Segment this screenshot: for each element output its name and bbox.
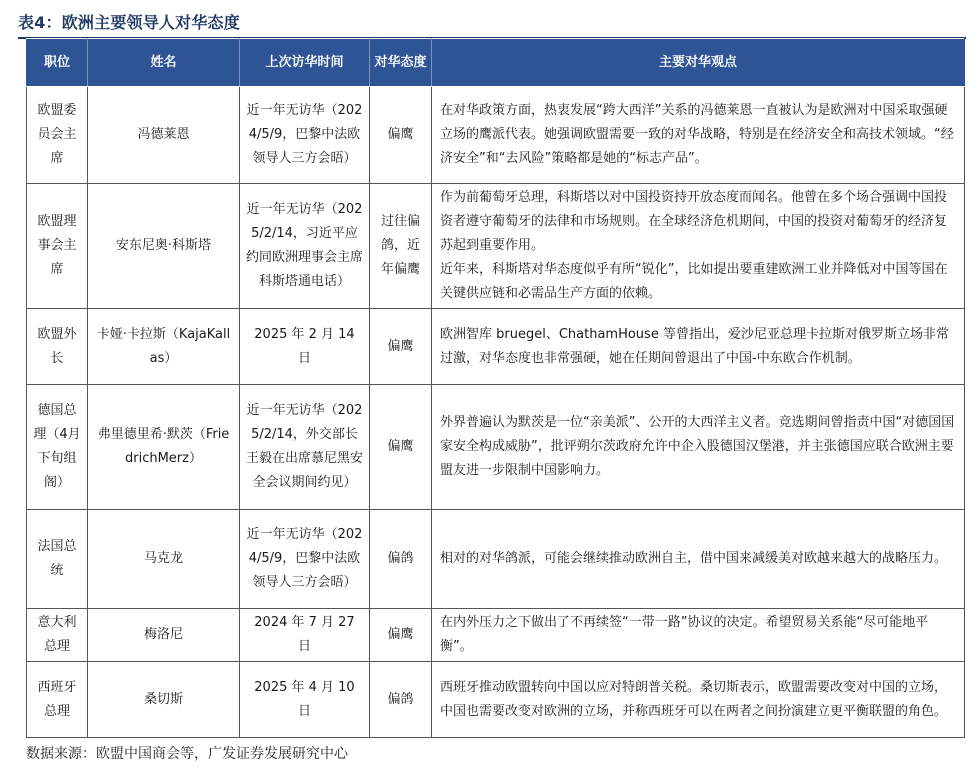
cell-last-visit: 近一年无访华（2025/2/14，习近平应约同欧洲理事会主席科斯塔通电话） <box>240 184 370 309</box>
cell-name: 卡娅·卡拉斯（KajaKallas） <box>88 309 240 385</box>
cell-position: 法国总统 <box>27 510 88 609</box>
table-row <box>27 510 965 609</box>
views-paragraph: 作为前葡萄牙总理，科斯塔以对中国投资持开放态度而闻名。他曾在多个场合强调中国投资者遵守葡萄牙的法律和市场规则。在全球经济危机期间，中国的投资对葡萄牙的经济复苏起到重要作用。 <box>440 190 948 253</box>
table-title: 表4：欧洲主要领导人对华态度 <box>18 13 240 32</box>
cell-name: 安东尼奥·科斯塔 <box>88 184 240 309</box>
cell-name: 冯德莱恩 <box>88 87 240 184</box>
cell-name: 弗里德里希·默茨（FriedrichMerz） <box>88 385 240 510</box>
cell-last-visit: 近一年无访华（2024/5/9，巴黎中法欧领导人三方会晤） <box>240 510 370 609</box>
table-row <box>27 87 965 184</box>
table-row <box>27 184 965 309</box>
cell-attitude: 偏鸽 <box>370 662 432 738</box>
cell-position: 欧盟委员会主席 <box>27 87 88 184</box>
cell-name: 桑切斯 <box>88 662 240 738</box>
cell-attitude: 过往偏鸽，近年偏鹰 <box>370 184 432 309</box>
table-row <box>27 385 965 510</box>
cell-position: 意大利总理 <box>27 609 88 662</box>
leaders-attitude-table <box>26 38 965 738</box>
cell-main-views <box>432 184 965 309</box>
table-row <box>27 662 965 738</box>
cell-position: 德国总理（4月下旬组阁） <box>27 385 88 510</box>
cell-main-views <box>432 385 965 510</box>
cell-attitude: 偏鹰 <box>370 87 432 184</box>
cell-last-visit: 近一年无访华（2025/2/14，外交部长王毅在出席慕尼黑安全会议期间约见） <box>240 385 370 510</box>
header-attitude: 对华态度 <box>370 39 432 87</box>
views-paragraph: 在内外压力之下做出了不再续签“一带一路”协议的决定。希望贸易关系能“尽可能地平衡”。 <box>440 615 929 654</box>
cell-attitude: 偏鹰 <box>370 309 432 385</box>
header-main-views: 主要对华观点 <box>432 39 965 87</box>
table-row <box>27 309 965 385</box>
cell-main-views <box>432 309 965 385</box>
cell-last-visit: 近一年无访华（2024/5/9，巴黎中法欧领导人三方会晤） <box>240 87 370 184</box>
header-last-visit: 上次访华时间 <box>240 39 370 87</box>
cell-main-views <box>432 609 965 662</box>
cell-last-visit: 2025 年 4 月 10 日 <box>240 662 370 738</box>
cell-attitude: 偏鹰 <box>370 609 432 662</box>
source-note: 数据来源：欧盟中国商会等，广发证券发展研究中心 <box>26 746 348 762</box>
cell-main-views <box>432 510 965 609</box>
cell-name: 梅洛尼 <box>88 609 240 662</box>
cell-attitude: 偏鹰 <box>370 385 432 510</box>
cell-main-views <box>432 87 965 184</box>
cell-name: 马克龙 <box>88 510 240 609</box>
cell-position: 西班牙总理 <box>27 662 88 738</box>
header-name: 姓名 <box>88 39 240 87</box>
views-paragraph: 相对的对华鸽派，可能会继续推动欧洲自主，借中国来减缓美对欧越来越大的战略压力。 <box>440 551 948 566</box>
views-paragraph: 在对华政策方面，热衷发展“跨大西洋”关系的冯德莱恩一直被认为是欧洲对中国采取强硬立场的鹰派代表。她强调欧盟需要一致的对华战略，特别是在经济安全和高技术领域。“经济安全”和“去风险”策略都是她的“标志产品”。 <box>440 103 954 166</box>
header-position: 职位 <box>27 39 88 87</box>
views-paragraph: 外界普遍认为默茨是一位“亲美派”、公开的大西洋主义者。竞选期间曾指责中国“对德国国家安全构成威胁”，批评朔尔茨政府允许中企入股德国汉堡港，并主张德国应联合欧洲主要盟友进一步限制中国影响力。 <box>440 415 955 478</box>
cell-position: 欧盟外长 <box>27 309 88 385</box>
cell-attitude: 偏鸽 <box>370 510 432 609</box>
cell-last-visit: 2025 年 2 月 14 日 <box>240 309 370 385</box>
cell-position: 欧盟理事会主席 <box>27 184 88 309</box>
table-row <box>27 609 965 662</box>
views-paragraph: 近年来，科斯塔对华态度似乎有所“锐化”，比如提出要重建欧洲工业并降低对中国等国在关键供应链和必需品生产方面的依赖。 <box>440 262 948 301</box>
cell-last-visit: 2024 年 7 月 27 日 <box>240 609 370 662</box>
table-header-row <box>27 39 965 87</box>
views-paragraph: 欧洲智库 bruegel、ChathamHouse 等曾指出，爱沙尼亚总理卡拉斯对俄罗斯立场非常过激，对华态度也非常强硬，她在任期间曾退出了中国-中东欧合作机制。 <box>440 326 949 366</box>
views-paragraph: 西班牙推动欧盟转向中国以应对特朗普关税。桑切斯表示，欧盟需要改变对中国的立场，中国也需要改变对欧洲的立场，并称西班牙可以在两者之间扮演建立更平衡联盟的角色。 <box>440 679 948 719</box>
cell-main-views <box>432 662 965 738</box>
